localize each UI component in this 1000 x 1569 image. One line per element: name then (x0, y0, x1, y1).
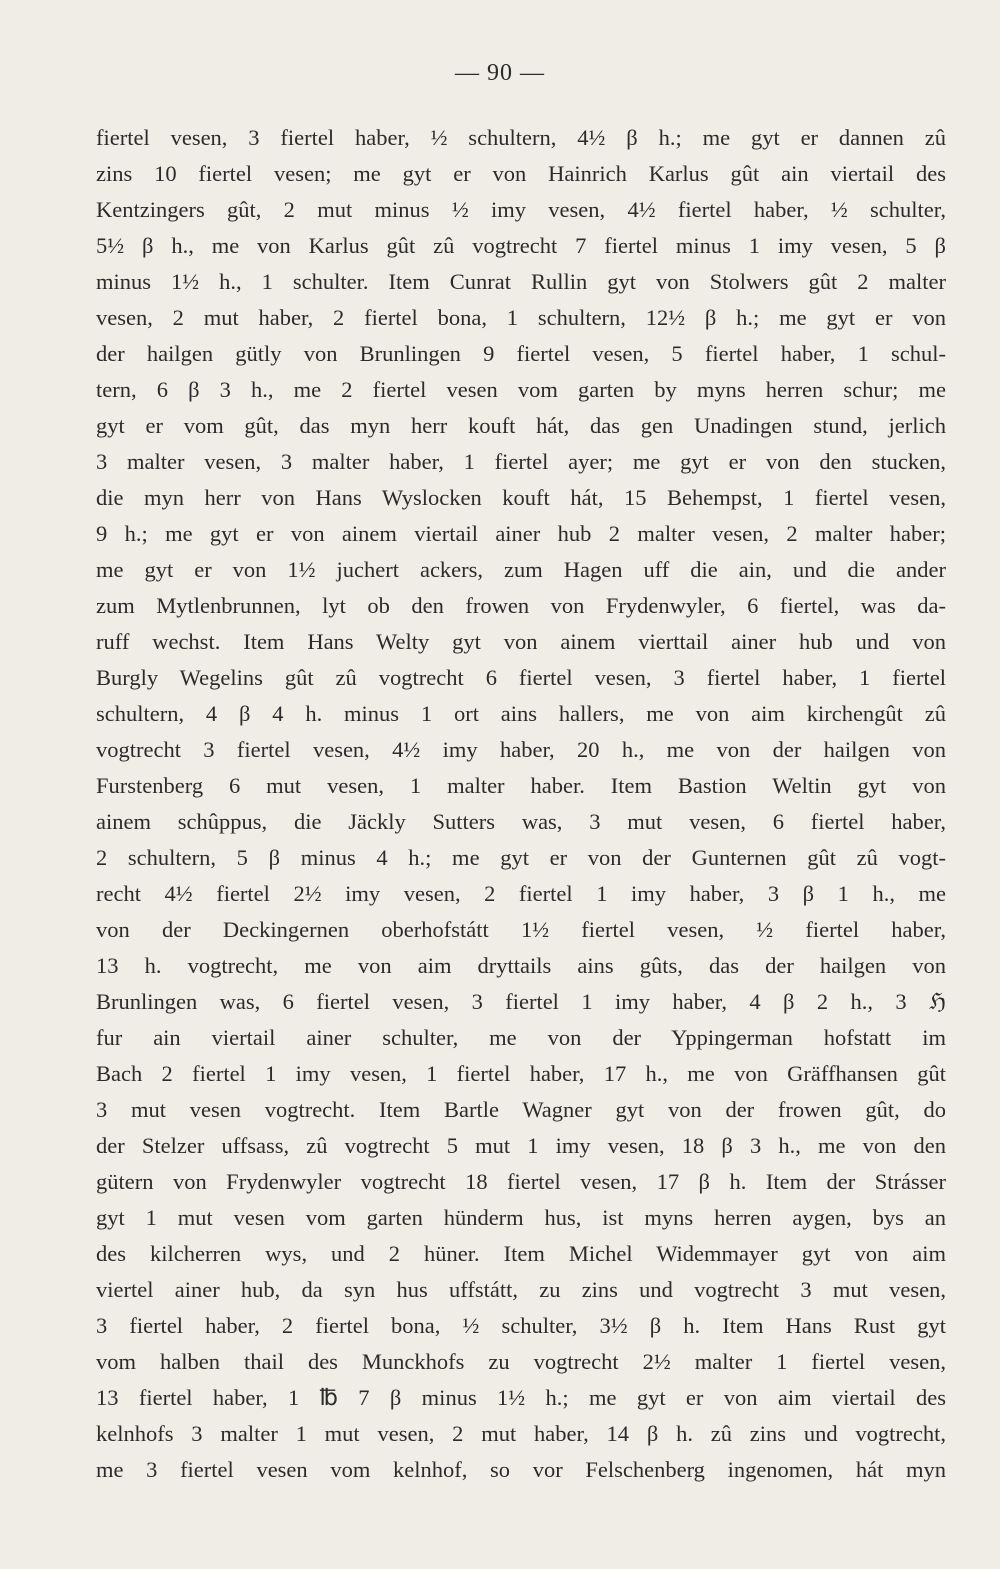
page-number: — 90 — (455, 60, 545, 86)
text-line: viertel ainer hub, da syn hus uffstátt, zu zins und vogtrecht 3 mut vesen, (96, 1277, 946, 1302)
text-line: Brunlingen was, 6 fiertel vesen, 3 fiertel 1 imy haber, 4 β 2 h., 3 ℌ (96, 989, 946, 1014)
text-line: Kentzingers gût, 2 mut minus ½ imy vesen, 4½ fiertel haber, ½ schulter, (96, 197, 946, 222)
body-text (96, 120, 946, 1488)
text-line: gyt er vom gût, das myn herr kouft hát, das gen Unadingen stund, jerlich (96, 413, 946, 438)
text-line: 3 fiertel haber, 2 fiertel bona, ½ schulter, 3½ β h. Item Hans Rust gyt (96, 1313, 946, 1338)
text-line: me 3 fiertel vesen vom kelnhof, so vor Felschenberg ingenomen, hát myn (96, 1457, 946, 1482)
text-line: fur ain viertail ainer schulter, me von der Yppingerman hofstatt im (96, 1025, 946, 1050)
text-line: von der Deckingernen oberhofstátt 1½ fiertel vesen, ½ fiertel haber, (96, 917, 946, 942)
text-line: minus 1½ h., 1 schulter. Item Cunrat Rullin gyt von Stolwers gût 2 malter (96, 269, 946, 294)
text-line: 13 fiertel haber, 1 ℔ 7 β minus 1½ h.; me gyt er von aim viertail des (96, 1385, 946, 1410)
text-line: der hailgen gütly von Brunlingen 9 fiertel vesen, 5 fiertel haber, 1 schul- (96, 341, 946, 366)
text-line: kelnhofs 3 malter 1 mut vesen, 2 mut haber, 14 β h. zû zins und vogtrecht, (96, 1421, 946, 1446)
text-line: Bach 2 fiertel 1 imy vesen, 1 fiertel haber, 17 h., me von Gräffhansen gût (96, 1061, 946, 1086)
text-line: me gyt er von 1½ juchert ackers, zum Hagen uff die ain, und die ander (96, 557, 946, 582)
text-line: vesen, 2 mut haber, 2 fiertel bona, 1 schultern, 12½ β h.; me gyt er von (96, 305, 946, 330)
text-line: vom halben thail des Munckhofs zu vogtrecht 2½ malter 1 fiertel vesen, (96, 1349, 946, 1374)
text-line: recht 4½ fiertel 2½ imy vesen, 2 fiertel 1 imy haber, 3 β 1 h., me (96, 881, 946, 906)
text-line: Burgly Wegelins gût zû vogtrecht 6 fiertel vesen, 3 fiertel haber, 1 fiertel (96, 665, 946, 690)
text-line: 3 malter vesen, 3 malter haber, 1 fiertel ayer; me gyt er von den stucken, (96, 449, 946, 474)
text-line: 5½ β h., me von Karlus gût zû vogtrecht 7 fiertel minus 1 imy vesen, 5 β (96, 233, 946, 258)
text-line: 3 mut vesen vogtrecht. Item Bartle Wagner gyt von der frowen gût, do (96, 1097, 946, 1122)
text-line: Furstenberg 6 mut vesen, 1 malter haber. Item Bastion Weltin gyt von (96, 773, 946, 798)
text-line: 2 schultern, 5 β minus 4 h.; me gyt er von der Gunternen gût zû vogt- (96, 845, 946, 870)
text-line: zins 10 fiertel vesen; me gyt er von Hainrich Karlus gût ain viertail des (96, 161, 946, 186)
text-line: die myn herr von Hans Wyslocken kouft hát, 15 Behempst, 1 fiertel vesen, (96, 485, 946, 510)
text-line: zum Mytlenbrunnen, lyt ob den frowen von Frydenwyler, 6 fiertel, was da- (96, 593, 946, 618)
text-line: tern, 6 β 3 h., me 2 fiertel vesen vom garten by myns herren schur; me (96, 377, 946, 402)
text-line: 13 h. vogtrecht, me von aim dryttails ains gûts, das der hailgen von (96, 953, 946, 978)
text-line: fiertel vesen, 3 fiertel haber, ½ schultern, 4½ β h.; me gyt er dannen zû (96, 125, 946, 150)
text-line: gütern von Frydenwyler vogtrecht 18 fiertel vesen, 17 β h. Item der Strásser (96, 1169, 946, 1194)
text-line: schultern, 4 β 4 h. minus 1 ort ains hallers, me von aim kirchengût zû (96, 701, 946, 726)
text-line: gyt 1 mut vesen vom garten hünderm hus, ist myns herren aygen, bys an (96, 1205, 946, 1230)
text-line: ruff wechst. Item Hans Welty gyt von ainem vierttail ainer hub und von (96, 629, 946, 654)
text-line: des kilcherren wys, und 2 hüner. Item Michel Widemmayer gyt von aim (96, 1241, 946, 1266)
text-line: ainem schûppus, die Jäckly Sutters was, 3 mut vesen, 6 fiertel haber, (96, 809, 946, 834)
text-line: vogtrecht 3 fiertel vesen, 4½ imy haber, 20 h., me von der hailgen von (96, 737, 946, 762)
text-line: der Stelzer uffsass, zû vogtrecht 5 mut 1 imy vesen, 18 β 3 h., me von den (96, 1133, 946, 1158)
text-line: 9 h.; me gyt er von ainem viertail ainer hub 2 malter vesen, 2 malter haber; (96, 521, 946, 546)
